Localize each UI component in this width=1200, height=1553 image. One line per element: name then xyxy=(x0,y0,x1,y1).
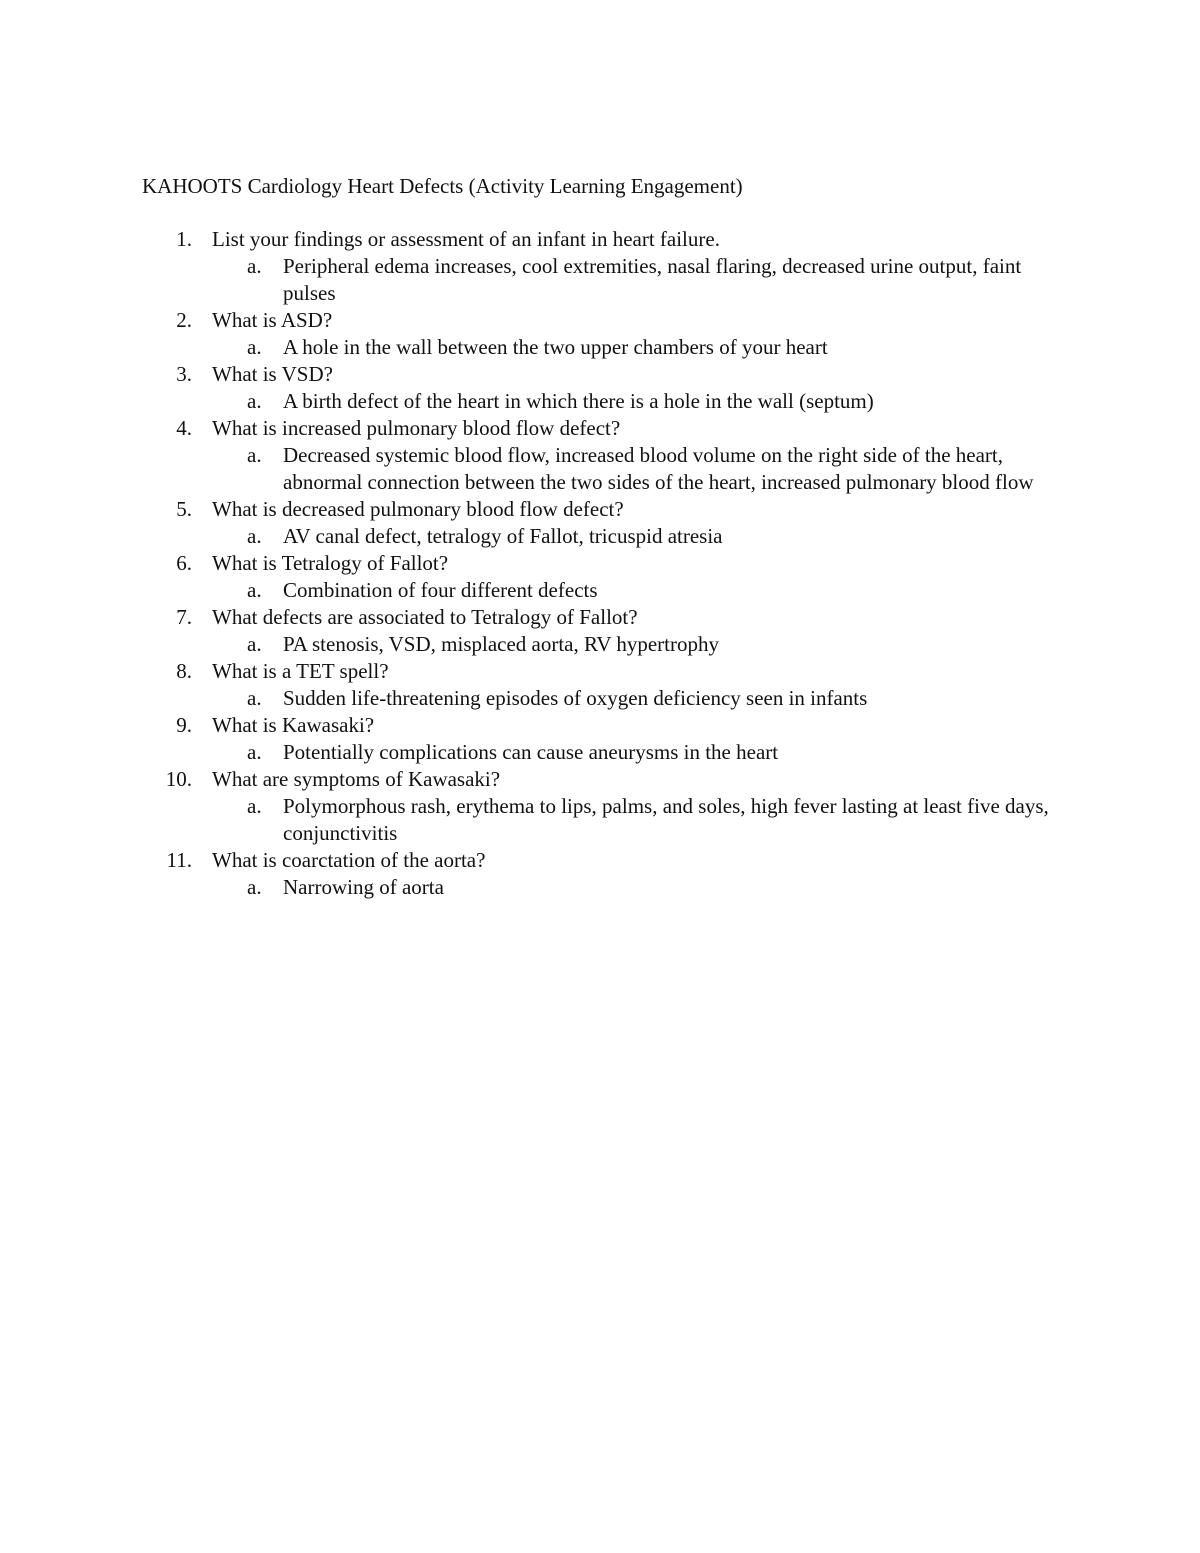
answer-text: Narrowing of aorta xyxy=(283,875,444,899)
question-text: What is Tetralogy of Fallot? xyxy=(212,551,449,575)
answer-row xyxy=(0,874,1200,901)
question-text: What is VSD? xyxy=(212,362,333,386)
answer-letter: a. xyxy=(247,389,262,413)
list-item xyxy=(0,658,1200,712)
answer-row xyxy=(0,388,1200,415)
question-row xyxy=(0,307,1200,334)
question-row xyxy=(0,415,1200,442)
answer-row xyxy=(0,793,1200,847)
list-item xyxy=(0,712,1200,766)
list-item xyxy=(0,766,1200,847)
question-text: What is Kawasaki? xyxy=(212,713,375,737)
question-number: 11. xyxy=(166,848,192,872)
answer-text: AV canal defect, tetralogy of Fallot, tricuspid atresia xyxy=(283,524,723,548)
answer-letter: a. xyxy=(247,524,262,548)
question-row xyxy=(0,550,1200,577)
question-row xyxy=(0,658,1200,685)
answer-text: Combination of four different defects xyxy=(283,578,598,602)
list-item xyxy=(0,415,1200,496)
answer-letter: a. xyxy=(247,254,262,278)
document-title: KAHOOTS Cardiology Heart Defects (Activity Learning Engagement) xyxy=(142,174,743,198)
answer-letter: a. xyxy=(247,875,262,899)
list-item xyxy=(0,604,1200,658)
question-number: 4. xyxy=(176,416,192,440)
question-row xyxy=(0,496,1200,523)
question-number: 3. xyxy=(176,362,192,386)
answer-text: Polymorphous rash, erythema to lips, palms, and soles, high fever lasting at least five days, conjunctivitis xyxy=(283,794,1049,845)
question-number: 10. xyxy=(165,767,192,791)
question-row xyxy=(0,361,1200,388)
question-text: List your findings or assessment of an infant in heart failure. xyxy=(212,227,720,251)
question-text: What is decreased pulmonary blood flow defect? xyxy=(212,497,624,521)
question-row xyxy=(0,604,1200,631)
answer-row xyxy=(0,631,1200,658)
answer-text: Potentially complications can cause aneurysms in the heart xyxy=(283,740,779,764)
answer-letter: a. xyxy=(247,335,262,359)
question-number: 8. xyxy=(176,659,192,683)
question-text: What is a TET spell? xyxy=(212,659,389,683)
question-number: 9. xyxy=(176,713,192,737)
question-number: 7. xyxy=(176,605,192,629)
question-text: What is increased pulmonary blood flow defect? xyxy=(212,416,621,440)
question-text: What defects are associated to Tetralogy of Fallot? xyxy=(212,605,638,629)
answer-text: A birth defect of the heart in which there is a hole in the wall (septum) xyxy=(283,389,874,413)
list-item xyxy=(0,496,1200,550)
answer-letter: a. xyxy=(247,794,262,818)
list-item xyxy=(0,226,1200,307)
question-number: 1. xyxy=(176,227,192,251)
answer-row xyxy=(0,739,1200,766)
answer-row xyxy=(0,685,1200,712)
question-number: 5. xyxy=(176,497,192,521)
list-item xyxy=(0,550,1200,604)
question-number: 6. xyxy=(176,551,192,575)
answer-letter: a. xyxy=(247,686,262,710)
answer-text: Sudden life-threatening episodes of oxygen deficiency seen in infants xyxy=(283,686,868,710)
answer-row xyxy=(0,334,1200,361)
answer-text: A hole in the wall between the two upper chambers of your heart xyxy=(283,335,828,359)
question-list xyxy=(0,226,1200,901)
answer-row xyxy=(0,577,1200,604)
answer-text: Decreased systemic blood flow, increased blood volume on the right side of the heart, abnormal connection between the two sides of the heart, increased pulmonary blood flow xyxy=(283,443,1034,494)
list-item xyxy=(0,307,1200,361)
list-item xyxy=(0,847,1200,901)
answer-row xyxy=(0,442,1200,496)
question-text: What are symptoms of Kawasaki? xyxy=(212,767,501,791)
answer-letter: a. xyxy=(247,578,262,602)
list-item xyxy=(0,361,1200,415)
answer-letter: a. xyxy=(247,632,262,656)
question-row xyxy=(0,226,1200,253)
question-row xyxy=(0,766,1200,793)
question-text: What is coarctation of the aorta? xyxy=(212,848,486,872)
question-number: 2. xyxy=(176,308,192,332)
answer-row xyxy=(0,253,1200,307)
answer-text: PA stenosis, VSD, misplaced aorta, RV hypertrophy xyxy=(283,632,720,656)
question-text: What is ASD? xyxy=(212,308,333,332)
question-row xyxy=(0,712,1200,739)
answer-text: Peripheral edema increases, cool extremities, nasal flaring, decreased urine output, faint pulses xyxy=(283,254,1022,305)
answer-letter: a. xyxy=(247,740,262,764)
question-row xyxy=(0,847,1200,874)
answer-letter: a. xyxy=(247,443,262,467)
answer-row xyxy=(0,523,1200,550)
